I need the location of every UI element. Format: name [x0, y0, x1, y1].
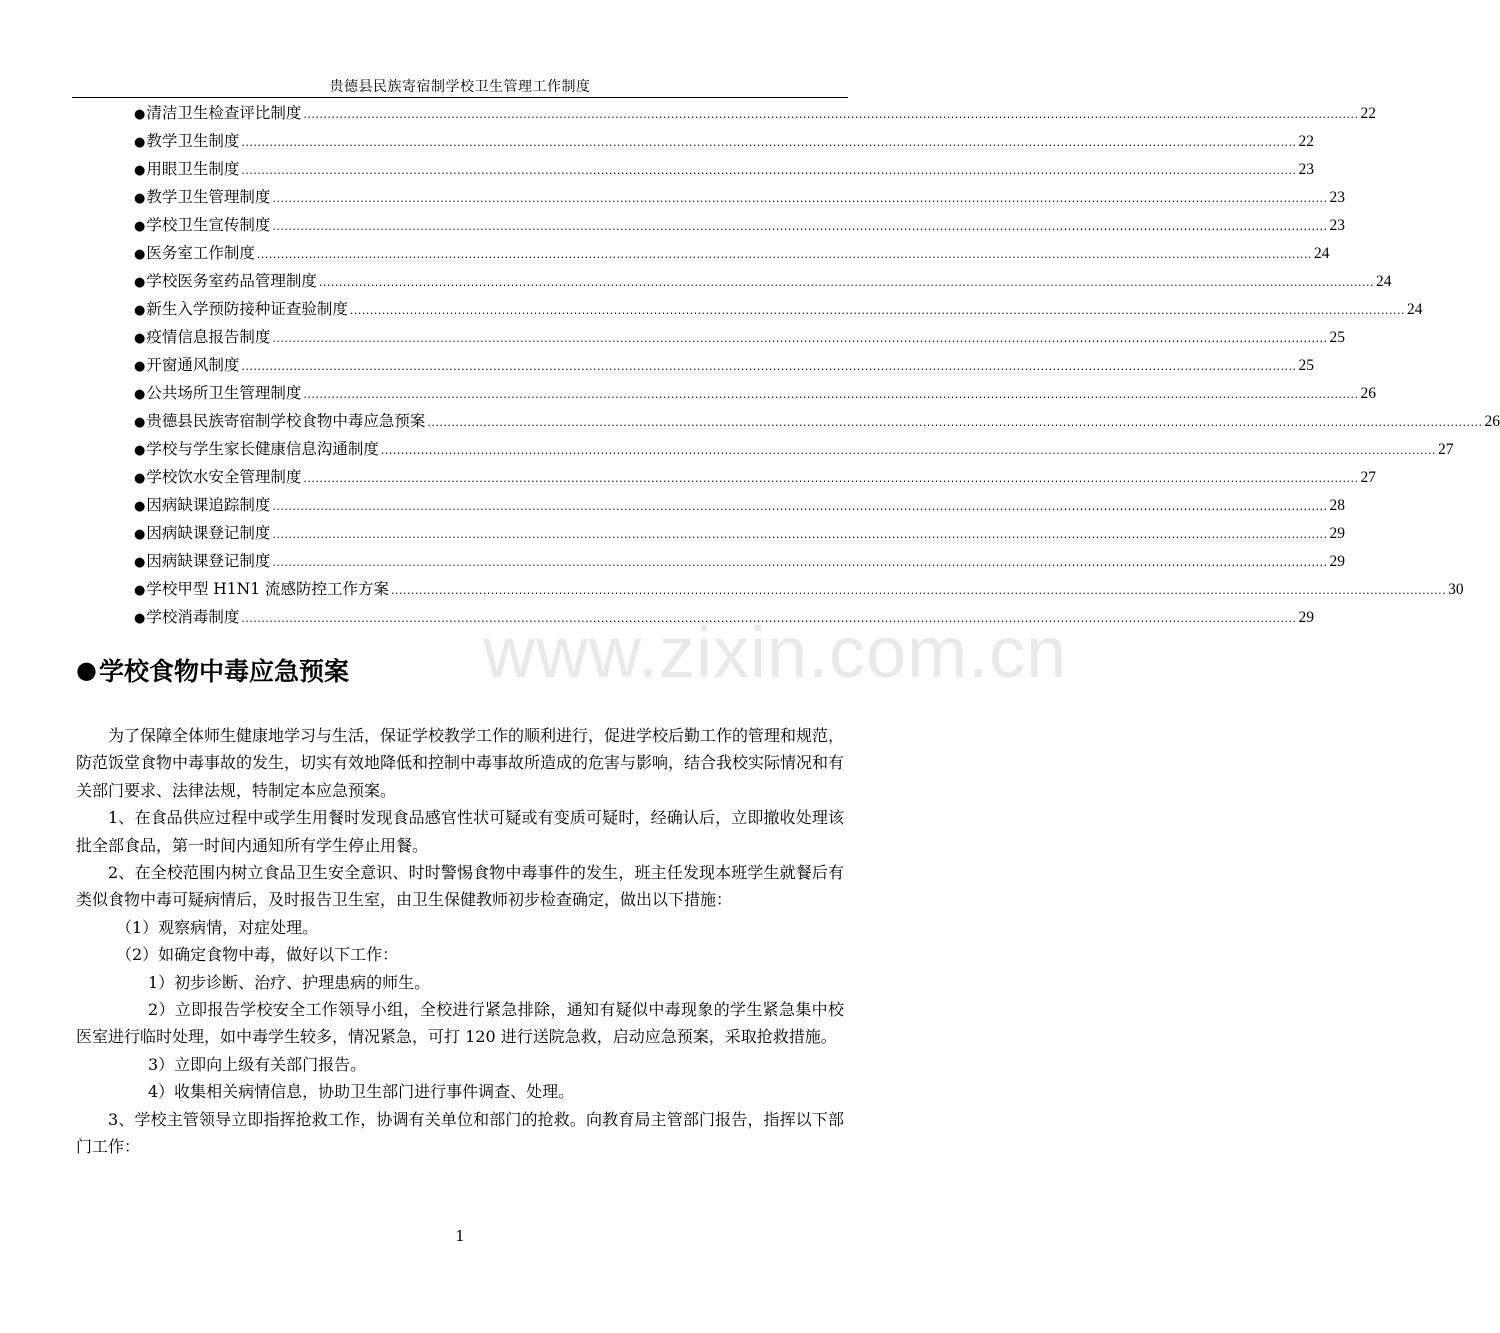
toc-item-title: 用眼卫生制度 [146, 160, 240, 178]
toc-item[interactable] [134, 519, 1345, 547]
bullet-icon: ● [134, 331, 146, 346]
toc-item-title: 因病缺课追踪制度 [146, 496, 271, 514]
toc-item-title: 学校卫生宣传制度 [146, 216, 271, 234]
body-paragraph: 2、在全校范围内树立食品卫生安全意识、时时警惕食物中毒事件的发生，班主任发现本班学生就餐后有类似食物中毒可疑病情后，及时报告卫生室，由卫生保健教师初步检查确定，做出以下措施： [76, 863, 844, 910]
toc-item-title: 教学卫生制度 [146, 132, 240, 150]
bullet-icon: ● [134, 359, 146, 374]
toc-item-title: 学校饮水安全管理制度 [146, 468, 302, 486]
toc-item[interactable] [134, 239, 1330, 267]
toc-item-title: 新生入学预防接种证查验制度 [146, 300, 348, 318]
toc-page-number: 24 [1406, 301, 1423, 318]
bullet-icon: ● [134, 275, 146, 290]
toc-item[interactable] [134, 295, 1423, 323]
toc-page-number: 29 [1298, 609, 1314, 626]
body-paragraph: 1、在食品供应过程中或学生用餐时发现食品感官性状可疑或有变质可疑时，经确认后，立即撤收处理该批全部食品，第一时间内通知所有学生停止用餐。 [76, 808, 844, 855]
bullet-icon: ● [134, 555, 146, 570]
sub-sub-item: 4）收集相关病情信息，协助卫生部门进行事件调查、处理。 [148, 1082, 575, 1102]
dot-leader [319, 269, 1374, 297]
heading-bullet-icon: ● [76, 656, 97, 684]
toc-item-title: 贵德县民族寄宿制学校食物中毒应急预案 [146, 412, 426, 430]
toc-item-title: 清洁卫生检查评比制度 [146, 104, 302, 122]
toc-item-title: 学校消毒制度 [146, 608, 240, 626]
dot-leader [350, 297, 1405, 325]
toc-page-number: 25 [1298, 357, 1314, 374]
toc-item[interactable] [134, 407, 1500, 435]
sub-sub-item: 1）初步诊断、治疗、护理患病的师生。 [148, 972, 431, 992]
bullet-icon: ● [134, 443, 146, 458]
bullet-icon: ● [134, 135, 146, 150]
dot-leader [272, 521, 1327, 549]
toc-page-number: 29 [1329, 553, 1345, 570]
sub-sub-item: 2）立即报告学校安全工作领导小组，全校进行紧急排除，通知有疑似中毒现象的学生紧急集中校医室进行临时处理，如中毒学生较多，情况紧急，可打 120 进行送院急救，启动应急预案，采取抢救措施。 [76, 1000, 844, 1047]
bullet-icon: ● [134, 527, 146, 542]
intro-paragraph: 为了保障全体师生健康地学习与生活，保证学校教学工作的顺利进行，促进学校后勤工作的管理和规范，防范饭堂食物中毒事故的发生，切实有效地降低和控制中毒事故所造成的危害与影响，结合我校实际情况和有关部门要求、法律法规，特制定本应急预案。 [76, 726, 845, 800]
dot-leader [272, 493, 1327, 521]
body-paragraph: 3、学校主管领导立即指挥抢救工作，协调有关单位和部门的抢救。向教育局主管部门报告，指挥以下部门工作： [76, 1109, 844, 1157]
dot-leader [381, 437, 1436, 465]
running-header: 贵德县民族寄宿制学校卫生管理工作制度 [329, 79, 591, 95]
toc-page-number: 27 [1437, 441, 1454, 458]
bullet-icon: ● [134, 219, 146, 234]
bullet-icon: ● [134, 611, 146, 626]
dot-leader [272, 549, 1327, 577]
dot-leader [303, 381, 1358, 409]
dot-leader [241, 157, 1296, 185]
dot-leader [303, 101, 1358, 129]
bullet-icon: ● [134, 499, 146, 514]
dot-leader [272, 213, 1327, 241]
toc-item[interactable] [134, 547, 1345, 575]
bullet-icon: ● [134, 107, 146, 122]
toc-page-number: 23 [1329, 189, 1345, 206]
toc-page-number: 22 [1298, 133, 1314, 150]
dot-leader [272, 185, 1327, 213]
page-number: 1 [455, 1227, 465, 1245]
toc-item[interactable] [134, 211, 1345, 239]
toc-item[interactable] [134, 575, 1464, 603]
toc-item[interactable] [134, 351, 1314, 379]
dot-leader [303, 465, 1358, 493]
sub-item: （1）观察病情，对症处理。 [116, 917, 319, 937]
toc-item-title: 疫情信息报告制度 [146, 328, 271, 346]
toc-page-number: 24 [1313, 245, 1330, 262]
dot-leader [391, 577, 1446, 605]
toc-page-number: 27 [1360, 469, 1376, 486]
dot-leader [272, 325, 1327, 353]
toc-item[interactable] [134, 435, 1454, 463]
toc-item[interactable] [134, 127, 1314, 155]
toc-item[interactable] [134, 183, 1345, 211]
sub-item: （2）如确定食物中毒，做好以下工作： [116, 945, 399, 965]
toc-page-number: 26 [1484, 413, 1500, 430]
bullet-icon: ● [134, 303, 146, 318]
toc-page-number: 26 [1360, 385, 1376, 402]
bullet-icon: ● [134, 191, 146, 206]
toc-item[interactable] [134, 267, 1392, 295]
dot-leader [241, 353, 1296, 381]
toc-page-number: 24 [1375, 273, 1392, 290]
toc-item[interactable] [134, 463, 1376, 491]
toc-item[interactable] [134, 323, 1345, 351]
header-rule [72, 97, 848, 98]
toc-item-title: 公共场所卫生管理制度 [146, 384, 302, 402]
bullet-icon: ● [134, 247, 146, 262]
toc-page-number: 28 [1329, 497, 1345, 514]
dot-leader [241, 129, 1296, 157]
bullet-icon: ● [134, 583, 146, 598]
section-body [76, 722, 844, 1161]
bullet-icon: ● [134, 471, 146, 486]
toc-item-title: 医务室工作制度 [146, 244, 255, 262]
bullet-icon: ● [134, 415, 146, 430]
toc-item-title: 因病缺课登记制度 [146, 524, 271, 542]
bullet-icon: ● [134, 387, 146, 402]
toc-item-title: 学校甲型 H1N1 流感防控工作方案 [146, 580, 390, 598]
toc-item-title: 因病缺课登记制度 [146, 552, 271, 570]
dot-leader [257, 241, 1312, 269]
sub-sub-item: 3）立即向上级有关部门报告。 [148, 1054, 367, 1074]
toc-page-number: 25 [1329, 329, 1345, 346]
toc-item[interactable] [134, 99, 1376, 127]
toc-page-number: 23 [1329, 217, 1345, 234]
watermark: www.zixin.com.cn [483, 613, 1068, 693]
toc-item[interactable] [134, 155, 1314, 183]
bullet-icon: ● [134, 163, 146, 178]
section-heading [76, 652, 349, 688]
toc-item-title: 学校与学生家长健康信息沟通制度 [146, 440, 379, 458]
toc-item-title: 学校医务室药品管理制度 [146, 272, 317, 290]
toc-page-number: 22 [1360, 105, 1376, 122]
dot-leader [427, 409, 1482, 437]
section-heading-text: 学校食物中毒应急预案 [98, 657, 349, 686]
toc-item[interactable] [134, 379, 1376, 407]
table-of-contents [134, 99, 1500, 631]
toc-item-title: 教学卫生管理制度 [146, 188, 271, 206]
toc-page-number: 23 [1298, 161, 1314, 178]
toc-page-number: 29 [1329, 525, 1345, 542]
toc-item-title: 开窗通风制度 [146, 356, 240, 374]
toc-item[interactable] [134, 491, 1345, 519]
toc-page-number: 30 [1448, 581, 1464, 598]
